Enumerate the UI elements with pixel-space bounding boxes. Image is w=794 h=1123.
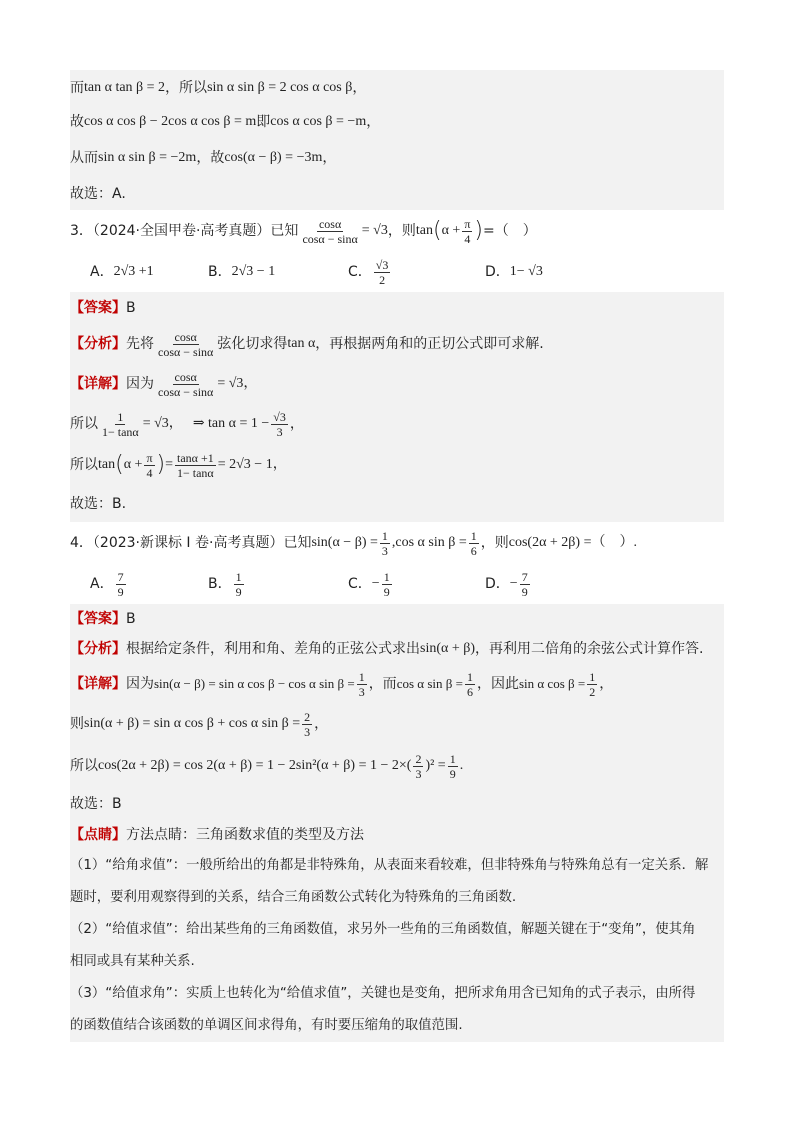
q4-tip-2	[70, 914, 724, 946]
numerator: √3	[375, 257, 389, 272]
option-a	[90, 264, 208, 281]
q3-analysis	[70, 324, 724, 364]
text: 而	[70, 79, 84, 96]
fraction	[374, 258, 391, 287]
formula: )² =	[425, 757, 446, 773]
option-value: 2√3 +1	[113, 263, 154, 279]
denominator: 9	[521, 584, 528, 599]
denominator: 4	[146, 465, 153, 480]
option-b	[208, 264, 348, 281]
fraction	[100, 410, 141, 439]
formula: sin(α − β) =	[311, 534, 378, 550]
text: 故选：B.	[70, 495, 127, 512]
formula: = 2√3 − 1，	[217, 456, 287, 472]
fraction	[469, 529, 479, 558]
fraction	[234, 570, 244, 599]
option-label: B．	[208, 263, 232, 280]
numerator: 1	[235, 569, 242, 584]
numerator: π	[146, 450, 153, 465]
numerator: 1	[381, 528, 388, 543]
text: ，再利用二倍角的余弦公式计算作答.	[475, 640, 704, 657]
numerator: 1	[117, 409, 124, 424]
denominator: cosα − sinα	[158, 384, 214, 399]
formula: cos α sin β =	[396, 676, 463, 692]
text: ，因此	[476, 675, 519, 692]
q3-choose	[70, 486, 724, 522]
text: 方法点睛：三角函数求值的类型及方法	[126, 826, 364, 843]
text: ，故	[196, 149, 225, 166]
formula: α +	[123, 456, 143, 472]
solution-line-3	[70, 138, 724, 178]
paren: (	[115, 452, 124, 477]
option-label: C．	[348, 263, 372, 280]
numerator: √3	[273, 409, 286, 424]
tip-tag: 【点睛】	[70, 826, 126, 843]
numerator: 1	[466, 669, 473, 684]
numerator: cosα	[174, 369, 197, 384]
text: 相同或具有某种关系.	[70, 953, 195, 969]
formula: α +	[441, 222, 461, 238]
formula: tan α	[287, 335, 316, 351]
sign: −	[509, 575, 518, 591]
fraction	[380, 529, 390, 558]
q4-tip-3b	[70, 1010, 724, 1042]
text: （1）“给角求值”：一般所给出的角都是非特殊角，从表面来看较难，但非特殊角与特殊角总有一定关系．解	[70, 857, 709, 873]
fraction	[357, 670, 367, 699]
numerator: π	[464, 216, 471, 231]
denominator: 6	[470, 543, 477, 558]
numerator: cosα	[318, 216, 342, 231]
fraction	[520, 570, 530, 599]
fraction	[413, 752, 423, 781]
q3-detail-2	[70, 404, 724, 444]
option-c	[348, 570, 485, 599]
denominator: 9	[235, 584, 242, 599]
numerator: 1	[358, 669, 365, 684]
q4-tip-1b	[70, 882, 724, 914]
denominator: 1− tanα	[177, 465, 214, 480]
denominator: 2	[379, 272, 386, 287]
fraction	[302, 710, 312, 739]
answer-tag: 【答案】	[70, 299, 126, 316]
text: ，所以	[165, 79, 208, 96]
question-number: 4．（2023·新课标 Ⅰ 卷·高考真题）已知	[70, 534, 312, 551]
formula: sin α cos β =	[518, 676, 586, 692]
denominator: 1− tanα	[102, 424, 139, 439]
fraction	[300, 217, 359, 246]
option-label: A．	[90, 575, 114, 592]
q4-detail-1	[70, 664, 724, 704]
answer-value: B	[126, 299, 136, 316]
formula: = √3	[361, 222, 388, 238]
formula: cos(α − β) = −3m	[224, 149, 323, 165]
text: ，	[289, 415, 304, 432]
option-label: D．	[485, 575, 510, 592]
denominator: 9	[449, 766, 456, 781]
fraction	[144, 451, 154, 480]
q3-detail-3	[70, 444, 724, 486]
numerator: 1	[589, 669, 596, 684]
answer-value: B	[126, 610, 136, 627]
numerator: 7	[117, 569, 124, 584]
text: 从而	[70, 149, 98, 166]
q4-solution-block	[70, 604, 724, 1042]
text: 故选：B	[70, 795, 122, 812]
text: 即	[256, 113, 271, 130]
text: ，	[314, 715, 329, 732]
numerator: 2	[304, 709, 311, 724]
denominator: 3	[276, 424, 283, 439]
text: 所以	[70, 757, 98, 774]
fraction	[156, 370, 215, 399]
text: 的函数值结合该函数的单调区间求得角，有时要压缩角的取值范围.	[70, 1017, 463, 1033]
denominator: 3	[358, 684, 365, 699]
text: 故选：A.	[70, 185, 126, 202]
q4-tip-2b	[70, 946, 724, 978]
analysis-tag: 【分析】	[70, 640, 126, 657]
numerator: 1	[449, 751, 456, 766]
detail-tag: 【详解】	[70, 675, 126, 692]
formula: tan	[98, 456, 116, 472]
fraction	[382, 570, 392, 599]
sign: −	[371, 575, 380, 591]
formula: tan	[415, 222, 433, 238]
numerator: tanα +1	[177, 450, 214, 465]
text: 先将	[126, 335, 154, 352]
question-number: 3．（2024·全国甲卷·高考真题）已知	[70, 222, 299, 239]
denominator: 3	[381, 543, 388, 558]
q4-tip-title	[70, 820, 724, 850]
text: ，	[352, 79, 367, 96]
denominator: 6	[466, 684, 473, 699]
option-a	[90, 570, 208, 599]
option-label: A．	[90, 263, 114, 280]
text: （2）“给值求值”：给出某些角的三角函数值，求另外一些角的三角函数值，解题关键在于“变角”，使其角	[70, 921, 696, 937]
q4-detail-2	[70, 704, 724, 744]
formula: sin α sin β = −2m	[98, 149, 197, 165]
text: ，	[366, 113, 381, 130]
formula: sin(α + β) = sin α cos β + cos α sin β =	[84, 715, 301, 731]
text: 因为	[126, 675, 154, 692]
text: 所以	[70, 415, 98, 432]
formula: cos α cos β = −m	[270, 113, 367, 129]
option-d	[485, 570, 532, 599]
q4-options	[70, 564, 724, 604]
option-label: B．	[208, 575, 232, 592]
denominator: 2	[589, 684, 596, 699]
q4-tip-3	[70, 978, 724, 1010]
fraction	[448, 752, 458, 781]
option-value: 2√3 − 1	[231, 263, 276, 279]
q3-options	[70, 252, 724, 292]
formula: sin α sin β = 2 cos α cos β	[207, 79, 353, 95]
text: 所以	[70, 456, 98, 473]
formula: ,cos α sin β =	[391, 534, 467, 550]
text: ，	[322, 149, 337, 166]
option-value: 1− √3	[509, 263, 543, 279]
text: ，则	[480, 534, 509, 551]
numerator: 7	[521, 569, 528, 584]
text: 题时，要利用观察得到的关系，结合三角函数公式转化为特殊角的三角函数.	[70, 889, 517, 905]
option-c	[348, 258, 485, 287]
q4-tip-1	[70, 850, 724, 882]
q4-stem	[70, 522, 724, 564]
text: 故	[70, 113, 84, 130]
numerator: 1	[470, 528, 477, 543]
fraction	[462, 217, 472, 246]
option-d	[485, 264, 543, 281]
q3-detail-1	[70, 364, 724, 404]
formula: cos(2α + 2β) =（ ）.	[508, 534, 637, 550]
text: （3）“给值求角”：实质上也转化为“给值求值”，关键也是变角，把所求角用含已知角的式子表示，由所得	[70, 985, 696, 1001]
q3-stem	[70, 210, 724, 252]
text: 弦化切求得	[217, 335, 288, 352]
formula: =	[165, 456, 173, 472]
numerator: 1	[383, 569, 390, 584]
fraction	[271, 410, 288, 439]
q3-solution-block	[70, 292, 724, 522]
formula: ⇒ tan α = 1 −	[192, 415, 270, 431]
numerator: cosα	[174, 329, 197, 344]
denominator: 4	[464, 231, 471, 246]
formula: sin(α + β)	[420, 640, 476, 656]
q4-analysis	[70, 634, 724, 664]
formula: = √3，	[217, 375, 258, 391]
text: =（ ）	[482, 222, 537, 239]
formula: tan α tan β = 2	[84, 79, 166, 95]
option-label: D．	[485, 263, 510, 280]
prev-solution-block	[70, 70, 724, 210]
q4-answer	[70, 604, 724, 634]
denominator: cosα − sinα	[302, 231, 358, 246]
fraction	[156, 330, 215, 359]
denominator: 3	[304, 724, 311, 739]
option-label: C．	[348, 575, 372, 592]
page	[70, 70, 724, 1042]
formula: .	[459, 757, 464, 773]
text: 则	[70, 715, 84, 732]
solution-line-1	[70, 70, 724, 106]
text: ，而	[368, 675, 397, 692]
formula: = √3，	[142, 415, 183, 431]
numerator: 2	[415, 751, 422, 766]
fraction	[116, 570, 126, 599]
paren: )	[156, 452, 166, 477]
text: ，再根据两角和的正切公式即可求解.	[315, 335, 544, 352]
text: ，	[599, 675, 614, 692]
q3-answer	[70, 292, 724, 324]
denominator: 9	[117, 584, 124, 599]
denominator: 9	[383, 584, 390, 599]
fraction	[587, 670, 597, 699]
detail-tag: 【详解】	[70, 375, 126, 392]
solution-choice	[70, 178, 724, 210]
paren: )	[474, 218, 483, 243]
formula: cos(2α + 2β) = cos 2(α + β) = 1 − 2sin²(α + β) = 1 − 2×(	[98, 757, 412, 773]
fraction	[465, 670, 475, 699]
text: 因为	[126, 375, 154, 392]
formula: sin(α − β) = sin α cos β − cos α sin β =	[154, 676, 355, 692]
solution-line-2	[70, 106, 724, 138]
fraction	[175, 451, 216, 480]
paren: (	[432, 218, 442, 243]
text: ，则	[387, 222, 416, 239]
answer-tag: 【答案】	[70, 610, 126, 627]
analysis-tag: 【分析】	[70, 335, 126, 352]
q4-choose	[70, 788, 724, 820]
denominator: cosα − sinα	[158, 344, 214, 359]
denominator: 3	[415, 766, 422, 781]
formula: cos α cos β − 2cos α cos β = m	[84, 113, 257, 129]
q4-detail-3	[70, 744, 724, 788]
option-b	[208, 570, 348, 599]
text: 根据给定条件，利用和角、差角的正弦公式求出	[126, 640, 420, 657]
